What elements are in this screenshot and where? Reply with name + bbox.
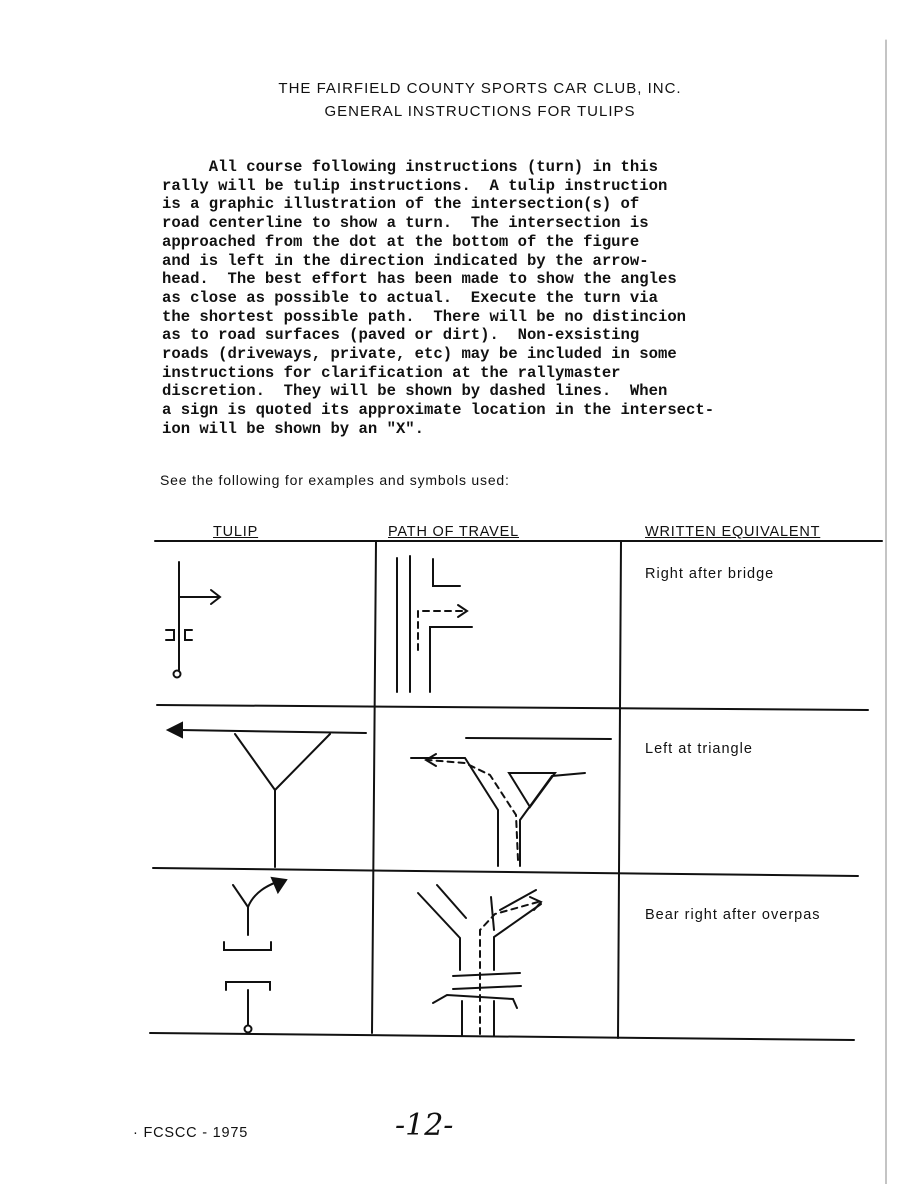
written-equivalent-row-1: Right after bridge bbox=[645, 566, 775, 582]
path-left-at-triangle bbox=[411, 738, 611, 866]
column-header-tulip: TULIP bbox=[213, 524, 259, 540]
path-bear-right-overpass bbox=[418, 885, 541, 1036]
paragraph-line: approached from the dot at the bottom of the figure bbox=[162, 232, 640, 251]
paragraph-line: and is left in the direction indicated by the arrow- bbox=[162, 251, 649, 270]
paragraph-line: a sign is quoted its approximate location in the intersect- bbox=[162, 401, 715, 420]
written-equivalent-row-2: Left at triangle bbox=[645, 741, 753, 757]
paragraph-line: the shortest possible path. There will be no distincion bbox=[162, 307, 687, 326]
paragraph-line: instructions for clarification at the rallymaster bbox=[162, 363, 621, 382]
paragraph-line: road centerline to show a turn. The intersection is bbox=[162, 214, 649, 233]
paragraph-line: rally will be tulip instructions. A tulip instruction bbox=[162, 176, 668, 195]
written-equivalent-row-3: Bear right after overpas bbox=[645, 907, 821, 923]
paragraph-line: is a graphic illustration of the intersection(s) of bbox=[162, 195, 640, 214]
tulip-bear-right-overpass bbox=[224, 878, 286, 1033]
column-header-path: PATH OF TRAVEL bbox=[388, 524, 519, 540]
examples-intro: See the following for examples and symbols used: bbox=[160, 472, 510, 488]
paragraph-line: as close as possible to actual. Execute the turn via bbox=[162, 288, 658, 307]
paragraph-line: head. The best effort has been made to show the angles bbox=[162, 270, 677, 289]
column-header-written: WRITTEN EQUIVALENT bbox=[645, 524, 821, 540]
path-right-after-bridge bbox=[397, 556, 472, 692]
paragraph-line: All course following instructions (turn) in this bbox=[162, 158, 658, 176]
paragraph-line: ion will be shown by an "X". bbox=[162, 419, 425, 438]
page-number: -12- bbox=[395, 1108, 454, 1143]
paragraph-line: as to road surfaces (paved or dirt). Non-exsisting bbox=[162, 326, 640, 345]
footer-credit: · FCSCC - 1975 bbox=[133, 1125, 249, 1141]
document-title: THE FAIRFIELD COUNTY SPORTS CAR CLUB, INC. bbox=[278, 80, 682, 97]
tulip-left-at-triangle bbox=[168, 723, 366, 867]
paragraph-line: roads (driveways, private, etc) may be included in some bbox=[162, 345, 677, 364]
paragraph-line: discretion. They will be shown by dashed lines. When bbox=[162, 382, 668, 401]
table-grid bbox=[150, 541, 882, 1040]
tulip-right-after-bridge bbox=[166, 562, 220, 678]
document-subtitle: GENERAL INSTRUCTIONS FOR TULIPS bbox=[324, 103, 636, 120]
